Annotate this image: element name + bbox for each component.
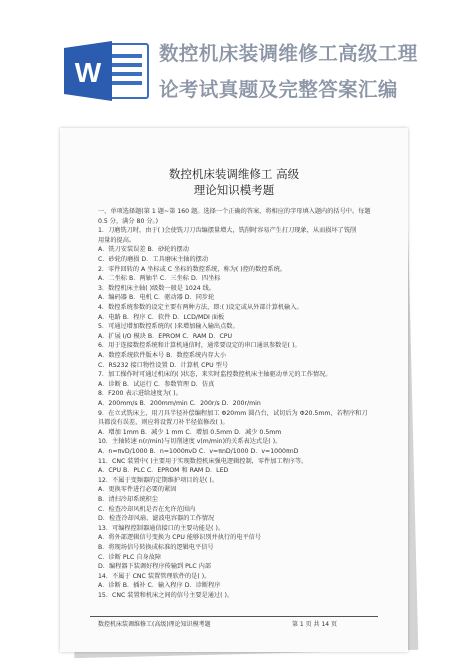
question-line: A．CPU B．PLC C．EPROM 和 RAM D．LED bbox=[98, 467, 229, 475]
question-line: 1．刀磨铣刀时，由于( )会使铣刀刀齿编摆量增大，铣削时容易产生打刀现象，从而损坏了铣削 bbox=[98, 227, 357, 235]
document-page bbox=[60, 128, 408, 652]
question-line: A．诊断 B．插补 C．输入程序 D．诊断程序 bbox=[98, 582, 221, 590]
question-line: A．n=πvD/1000 B．n=1000πvD C．v=πnD/1000 D．v=1000πnD bbox=[98, 448, 299, 455]
question-line: 12．不属于变频器的定期维护项目的是( )。 bbox=[98, 476, 218, 484]
question-line: 用量的提高。 bbox=[98, 236, 136, 244]
question-line: A．200mm/s B．200mm/min C．200r/s D．200r/min bbox=[98, 400, 261, 407]
footer-page-number: 第 1 页 共 14 页 bbox=[292, 621, 337, 628]
question-line: A．扩展 I/O 模块 B．EPROM C．RAM D．CPU bbox=[98, 332, 233, 340]
word-document-icon bbox=[62, 40, 152, 102]
question-line: 9．在立式铣床上，用刀具半径补偿编程加工 Φ20mm 圆凸台，试切后为 Φ20.5mm，若程序和刀 bbox=[98, 409, 368, 417]
question-line: 具都没有误差，则应将设置刀补半径值修改( )。 bbox=[98, 419, 229, 427]
question-line: D．检查冷却风扇、滤波电容器的工作情况 bbox=[98, 515, 215, 523]
question-line: A．编码器 B．电机 C．驱动器 D．同步轮 bbox=[98, 294, 215, 302]
question-line: A．数控系统软件版本号 B．数控系统内存大小 bbox=[98, 352, 227, 359]
question-line: C．RS232 接口物性设置 D．计算机 CPU 型号 bbox=[98, 361, 229, 369]
question-line: A．铣刀安装误差 B．砂轮的摆动 bbox=[98, 246, 189, 254]
question-line: 0.5 分，满分 80 分。) bbox=[98, 217, 159, 225]
footer-doc-name: 数控机床装调维修工(高级)理论知识模考题 bbox=[98, 621, 211, 628]
question-line: 一、单项选择题(第 1 题~第 160 题。选择一个正确的答案，将相应的字母填入题内的括号中。每题 bbox=[98, 208, 371, 215]
question-line: 6．用于连接数控系统和计算机通信时，通常要设定的串口通讯参数是( )。 bbox=[98, 342, 301, 350]
page-title bbox=[159, 36, 459, 108]
question-line: 4．数控系统参数的设定主要有两种方法，即:( )设定或从外部计算机输入。 bbox=[98, 304, 303, 311]
page-title-line-1: 数控机床装调维修工高级工理 bbox=[159, 42, 418, 65]
question-line: C．诊断 PLC 自身故障 bbox=[98, 553, 162, 561]
question-line: B．清扫冷却系统积尘 bbox=[98, 496, 158, 503]
question-line: 8．F200 表示进给速度为( )。 bbox=[98, 390, 182, 398]
question-line: C．检查冷却风机是否在允许范围内 bbox=[98, 505, 196, 513]
question-line: 3．数控机床主轴( )级数一般是 1024 线。 bbox=[98, 284, 216, 292]
question-line: A．二坐标 B．两轴半 C．三坐标 D．四坐标 bbox=[98, 275, 221, 283]
question-line: A．诊断 B．试运行 C．参数管理 D．仿真 bbox=[98, 380, 215, 388]
header-banner bbox=[0, 0, 474, 120]
question-line: A．增加 1mm B．减少 1 mm C．增加 0.5mm D．减少 0.5mm bbox=[98, 428, 282, 436]
question-line: 14．不属于 CNC 装置管理软件的是( )。 bbox=[98, 572, 211, 580]
logo-letter: W bbox=[74, 57, 102, 88]
question-line: 2．零件回转的 A 坐标或 C 坐标的数控系统，称为( )控的数控系统。 bbox=[98, 265, 287, 273]
question-line: 10．主轴转速 n(r/min)与切削速度 v(m/min)的关系表达式是( )。 bbox=[98, 438, 282, 446]
question-line: B．将现场信号转换成标准的逻辑电平信号 bbox=[98, 544, 214, 551]
doc-title-line-2: 理论知识模考题 bbox=[193, 183, 275, 197]
question-line: A．更换零件进行必要的紧固 bbox=[98, 486, 177, 494]
doc-title-line-1: 数控机床装调维修工 高级 bbox=[168, 167, 300, 181]
question-line: A．将外部逻辑信号变换为 CPU 能够识别并执行的电平信号 bbox=[98, 534, 262, 542]
question-line: 13．可编程控制器通信接口的主要功能是( )。 bbox=[98, 524, 225, 532]
question-line: 15．CNC 装置和机床之间的信号主要是通过( )。 bbox=[98, 592, 234, 599]
page-title-line-2: 论考试真题及完整答案汇编 bbox=[159, 78, 398, 101]
footer-divider bbox=[90, 616, 378, 617]
question-line: C．砂轮的磨损 D．工具磨床主轴的摆动 bbox=[98, 256, 209, 263]
question-line: D．编程器下装调好程序传输到 PLC 内部 bbox=[98, 563, 212, 571]
question-line: A．电路 B．程序 C．软件 D．LCD/MDI 面板 bbox=[98, 313, 225, 321]
question-line: 7．加工操作时可通过机床的( )状态，来实时监控数控机床主轴驱动单元的工作情况。 bbox=[98, 371, 332, 379]
question-line: 11．CNC 装置中( )主要用于实现数控机床强电逻辑控制，零件加工程序等。 bbox=[98, 457, 308, 465]
question-line: 5．可通过增加数控系统的( )来增加输入输出点数。 bbox=[98, 323, 239, 331]
